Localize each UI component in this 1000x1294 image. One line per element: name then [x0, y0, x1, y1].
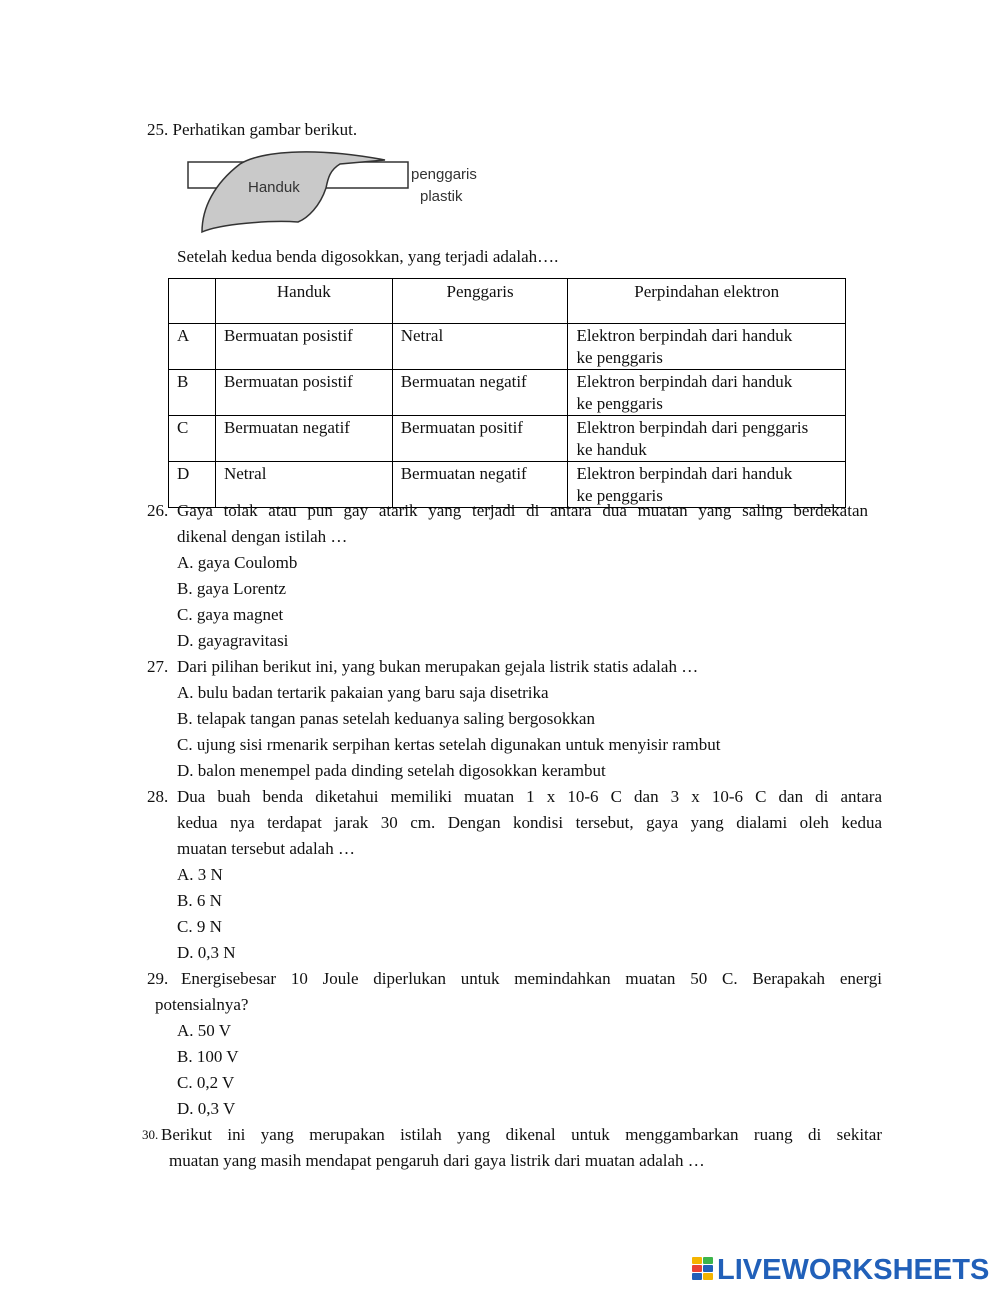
option-b: B. telapak tangan panas setelah keduanya saling bergosokkan: [177, 709, 595, 728]
table-header-cell: Handuk: [215, 279, 392, 324]
ruler-label-1: penggaris: [411, 166, 477, 183]
row-perpindahan: [568, 370, 846, 416]
question-26-line1: Gaya tolak atau pun gay atarik yang terjadi di antara dua muatan yang saling berdekatan: [177, 501, 868, 520]
row-penggaris: Bermuatan negatif: [392, 370, 568, 416]
perpindahan-line: ke penggaris: [576, 394, 663, 413]
option-a: A. 50 V: [177, 1021, 231, 1040]
perpindahan-line: ke penggaris: [576, 486, 663, 505]
perpindahan-line: Elektron berpindah dari handuk: [576, 464, 793, 483]
row-handuk: Bermuatan posistif: [215, 370, 392, 416]
liveworksheets-logo-text[interactable]: LIVEWORKSHEETS: [717, 1254, 990, 1286]
row-key: B: [169, 370, 216, 416]
option-d: D. 0,3 V: [177, 1099, 236, 1118]
row-perpindahan: [568, 324, 846, 370]
table-row: [169, 370, 846, 416]
question-27-line1: Dari pilihan berikut ini, yang bukan merupakan gejala listrik statis adalah …: [177, 657, 699, 676]
row-handuk: Netral: [215, 462, 392, 508]
table-header-cell: Perpindahan elektron: [568, 279, 846, 324]
row-key: D: [169, 462, 216, 508]
row-penggaris: Bermuatan negatif: [392, 462, 568, 508]
question-29-number: 29.: [147, 969, 169, 988]
question-28-line3: muatan tersebut adalah …: [177, 839, 355, 858]
row-handuk: Bermuatan negatif: [215, 416, 392, 462]
perpindahan-line: ke handuk: [576, 440, 647, 459]
question-30-line1: Berikut ini yang merupakan istilah yang dikenal untuk menggambarkan ruang di sekitar: [161, 1125, 882, 1144]
option-d: D. gayagravitasi: [177, 631, 289, 650]
perpindahan-line: Elektron berpindah dari handuk: [576, 372, 793, 391]
table-row: [169, 416, 846, 462]
option-d: D. balon menempel pada dinding setelah digosokkan kerambut: [177, 761, 606, 780]
question-28-line1: Dua buah benda diketahui memiliki muatan 1 x 10-6 C dan 3 x 10-6 C dan di antara: [177, 787, 882, 806]
table-header-row: [169, 279, 846, 324]
question-25-prompt: Setelah kedua benda digosokkan, yang terjadi adalah….: [177, 247, 559, 266]
option-b: B. 6 N: [177, 891, 222, 910]
option-a: A. 3 N: [177, 865, 223, 884]
question-text: Perhatikan gambar berikut.: [172, 120, 358, 139]
table-row: [169, 324, 846, 370]
perpindahan-line: Elektron berpindah dari penggaris: [576, 418, 809, 437]
table-header-cell: [169, 279, 216, 324]
towel-label: Handuk: [248, 179, 300, 196]
question-29-line2: potensialnya?: [155, 995, 249, 1014]
row-key: C: [169, 416, 216, 462]
option-b: B. 100 V: [177, 1047, 239, 1066]
perpindahan-line: ke penggaris: [576, 348, 663, 367]
towel-ruler-figure: [180, 148, 500, 234]
question-29-line1: Energisebesar 10 Joule diperlukan untuk memindahkan muatan 50 C. Berapakah energi: [181, 969, 882, 988]
row-handuk: Bermuatan posistif: [215, 324, 392, 370]
question-28-number: 28.: [147, 787, 169, 806]
option-c: C. 0,2 V: [177, 1073, 235, 1092]
row-penggaris: Netral: [392, 324, 568, 370]
row-penggaris: Bermuatan positif: [392, 416, 568, 462]
question-25-header: [147, 117, 357, 143]
answer-table: [168, 278, 846, 508]
option-c: C. 9 N: [177, 917, 222, 936]
option-c: C. gaya magnet: [177, 605, 284, 624]
option-a: A. gaya Coulomb: [177, 553, 298, 572]
liveworksheets-logo-icon: [692, 1257, 714, 1281]
option-a: A. bulu badan tertarik pakaian yang baru saja disetrika: [177, 683, 549, 702]
question-27-number: 27.: [147, 657, 169, 676]
question-26-number: 26.: [147, 501, 169, 520]
ruler-label-2: plastik: [420, 188, 463, 205]
table-header-cell: Penggaris: [392, 279, 568, 324]
row-perpindahan: [568, 416, 846, 462]
option-d: D. 0,3 N: [177, 943, 236, 962]
perpindahan-line: Elektron berpindah dari handuk: [576, 326, 793, 345]
question-26-line2: dikenal dengan istilah …: [177, 527, 348, 546]
row-key: A: [169, 324, 216, 370]
option-b: B. gaya Lorentz: [177, 579, 287, 598]
question-30-line2: muatan yang masih mendapat pengaruh dari gaya listrik dari muatan adalah …: [169, 1151, 705, 1170]
question-number: 25.: [147, 120, 169, 139]
question-28-line2: kedua nya terdapat jarak 30 cm. Dengan kondisi tersebut, gaya yang dialami oleh kedua: [177, 813, 882, 832]
option-c: C. ujung sisi rmenarik serpihan kertas setelah digunakan untuk menyisir rambut: [177, 735, 721, 754]
question-30-number: 30.: [142, 1127, 159, 1142]
